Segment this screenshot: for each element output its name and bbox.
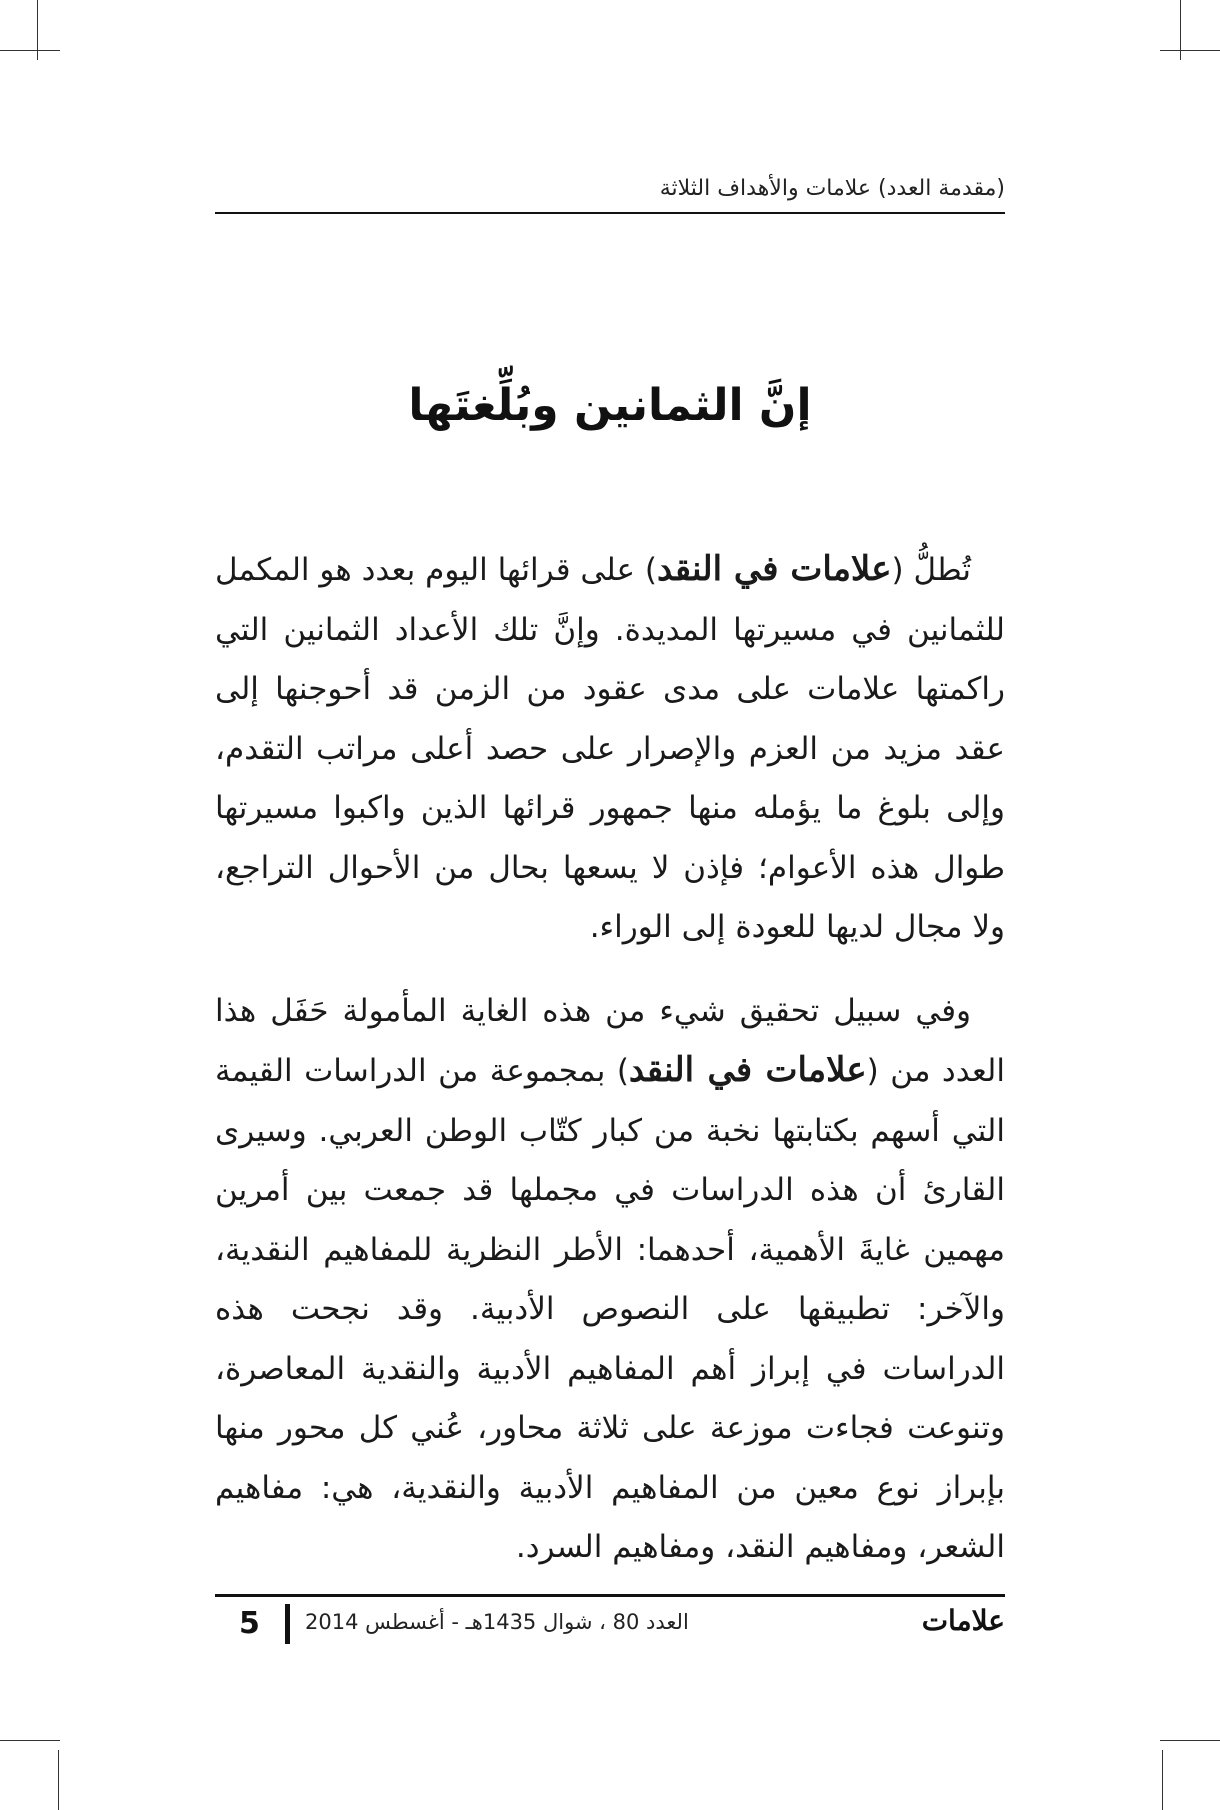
running-head [215, 172, 1005, 214]
footer-rule [215, 1594, 1005, 1597]
crop-mark [37, 0, 38, 60]
crop-mark [1160, 50, 1220, 51]
journal-name: علامات في النقد [628, 1050, 867, 1090]
page-number: 5 [239, 1606, 260, 1641]
paragraph-text: ) بمجموعة من الدراسات القيمة التي أسهم بكتابتها نخبة من كبار كتّاب الوطن العربي. وسيرى القارئ أن هذه الدراسات في مجملها قد جمعت بين أمرين مهمين غايةَ الأهمية، أحدهما: الأطر النظرية للمفاهيم النقدية، والآخر: تطبيقها على النصوص الأدبية. وقد نجحت هذه الدراسات في إبراز أهم المفاهيم الأدبية والنقدية المعاصرة، وتنوعت فجاءت موزعة على ثلاثة محاور، عُني كل محور منها بإبراز نوع معين من المفاهيم الأدبية والنقدية، هي: مفاهيم الشعر، ومفاهيم النقد، ومفاهيم السرد. [215, 1053, 1005, 1565]
running-head-text: (مقدمة العدد) علامات والأهداف الثلاثة [659, 176, 1005, 201]
crop-mark [1160, 1740, 1220, 1741]
crop-mark [1162, 1750, 1163, 1810]
paragraph-lead: تُطلُّ ( [891, 552, 972, 588]
footer-issue-info: العدد 80 ، شوال 1435هـ - أغسطس 2014 [305, 1610, 689, 1634]
footer-divider [285, 1604, 290, 1644]
crop-mark [58, 1750, 59, 1810]
crop-mark [1180, 0, 1181, 60]
article-title: إنَّ الثمانين وبُلِّغتَها [408, 380, 812, 431]
paragraph-text: ) على قرائها اليوم بعدد هو المكمل للثمانين في مسيرتها المديدة. وإنَّ تلك الأعداد الثمانين التي راكمتها علامات على مدى عقود من الزمن قد أحوجنها إلى عقد مزيد من العزم والإصرار على حصد أعلى مراتب التقدم، وإلى بلوغ ما يؤمله منها جمهور قرائها الذين واكبوا مسيرتها طوال هذه الأعوام؛ فإذن لا يسعها بحال من الأحوال التراجع، ولا مجال لديها للعودة إلى الوراء. [215, 552, 1005, 945]
footer-journal-logo: علامات [921, 1604, 1005, 1637]
paragraph [215, 982, 1005, 1578]
crop-mark [0, 50, 60, 51]
article-body [215, 540, 1005, 1602]
paragraph [215, 540, 1005, 958]
paragraph-lead: وفي سبيل تحقيق شيء من هذه الغاية المأمولة حَفَل هذا العدد من ( [215, 992, 1005, 1089]
crop-mark [0, 1740, 60, 1741]
journal-name: علامات في النقد [656, 549, 892, 589]
page-footer [215, 1604, 1005, 1646]
